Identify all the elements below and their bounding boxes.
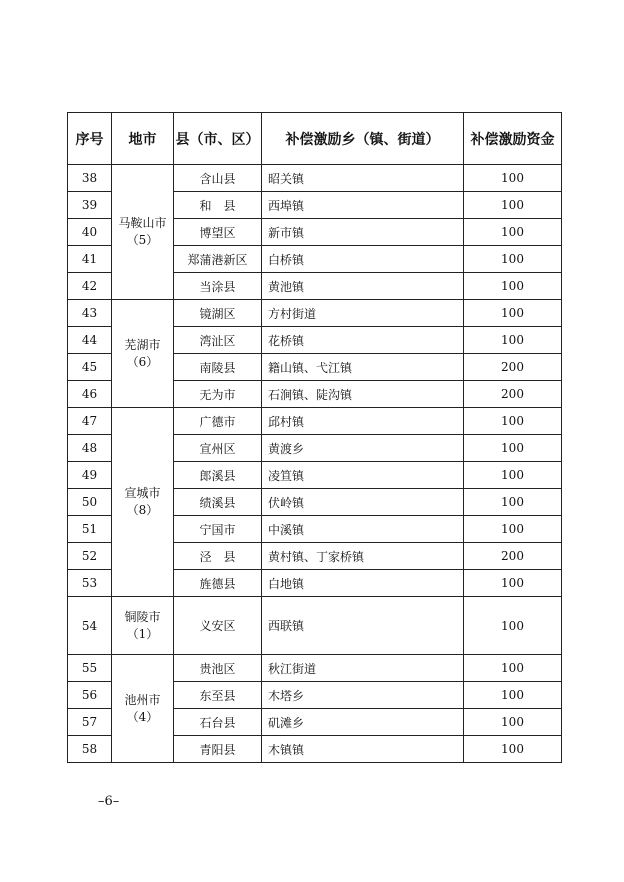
city-name: 芜湖市 [124,337,161,352]
town-cell: 籍山镇、弋江镇 [262,354,464,381]
town-cell: 黄池镇 [262,273,464,300]
town-cell: 伏岭镇 [262,489,464,516]
town-cell: 西埠镇 [262,192,464,219]
row-index: 40 [68,219,112,246]
row-index: 46 [68,381,112,408]
amount-cell: 100 [464,435,562,462]
amount-cell: 100 [464,246,562,273]
county-cell: 湾沚区 [174,327,262,354]
amount-cell: 100 [464,219,562,246]
city-cell [112,165,174,300]
row-index: 49 [68,462,112,489]
table-row [68,655,562,682]
amount-cell: 100 [464,736,562,763]
county-cell: 当涂县 [174,273,262,300]
county-cell: 青阳县 [174,736,262,763]
row-index: 42 [68,273,112,300]
county-cell: 广德市 [174,408,262,435]
row-index: 55 [68,655,112,682]
amount-cell: 100 [464,300,562,327]
town-cell: 中溪镇 [262,516,464,543]
county-cell: 东至县 [174,682,262,709]
county-cell: 南陵县 [174,354,262,381]
county-cell: 镜湖区 [174,300,262,327]
row-index: 44 [68,327,112,354]
page-number: –6– [98,794,120,809]
amount-cell: 100 [464,655,562,682]
amount-cell: 200 [464,354,562,381]
header-row [68,113,562,165]
county-cell: 绩溪县 [174,489,262,516]
table-row [68,165,562,192]
town-cell: 木镇镇 [262,736,464,763]
amount-cell: 100 [464,192,562,219]
row-index: 53 [68,570,112,597]
city-cell [112,300,174,408]
county-cell: 和 县 [174,192,262,219]
county-cell: 宁国市 [174,516,262,543]
town-cell: 邱村镇 [262,408,464,435]
header-town: 补偿激励乡（镇、街道） [262,113,464,165]
amount-cell: 100 [464,327,562,354]
city-name: 宣城市 [124,486,161,500]
city-count: （5） [126,233,159,247]
row-index: 58 [68,736,112,763]
county-cell: 宣州区 [174,435,262,462]
amount-cell: 100 [464,273,562,300]
amount-cell: 100 [464,597,562,655]
row-index: 54 [68,597,112,655]
amount-cell: 100 [464,462,562,489]
row-index: 38 [68,165,112,192]
row-index: 47 [68,408,112,435]
county-cell: 贵池区 [174,655,262,682]
city-count: （1） [126,626,159,641]
amount-cell: 200 [464,543,562,570]
row-index: 43 [68,300,112,327]
amount-cell: 100 [464,165,562,192]
town-cell: 昭关镇 [262,165,464,192]
county-cell: 泾 县 [174,543,262,570]
city-name: 马鞍山市 [118,216,167,230]
town-cell: 石涧镇、陡沟镇 [262,381,464,408]
town-cell: 西联镇 [262,597,464,655]
city-name: 铜陵市 [124,609,161,624]
county-cell: 含山县 [174,165,262,192]
amount-cell: 100 [464,408,562,435]
amount-cell: 200 [464,381,562,408]
amount-cell: 100 [464,570,562,597]
town-cell: 黄渡乡 [262,435,464,462]
table-body [68,165,562,763]
city-cell [112,655,174,763]
header-city: 地市 [112,113,174,165]
table-row [68,408,562,435]
city-cell [112,597,174,655]
town-cell: 木塔乡 [262,682,464,709]
city-count: （6） [126,354,159,369]
row-index: 45 [68,354,112,381]
county-cell: 石台县 [174,709,262,736]
county-cell: 博望区 [174,219,262,246]
header-amount: 补偿激励资金 [464,113,562,165]
town-cell: 黄村镇、丁家桥镇 [262,543,464,570]
town-cell: 方村街道 [262,300,464,327]
amount-cell: 100 [464,709,562,736]
city-cell [112,408,174,597]
county-cell: 义安区 [174,597,262,655]
amount-cell: 100 [464,489,562,516]
town-cell: 矶滩乡 [262,709,464,736]
city-count: （8） [126,503,159,517]
row-index: 57 [68,709,112,736]
row-index: 51 [68,516,112,543]
town-cell: 白桥镇 [262,246,464,273]
town-cell: 凌笪镇 [262,462,464,489]
header-index: 序号 [68,113,112,165]
town-cell: 花桥镇 [262,327,464,354]
town-cell: 新市镇 [262,219,464,246]
row-index: 48 [68,435,112,462]
county-cell: 郎溪县 [174,462,262,489]
city-count: （4） [126,709,159,724]
amount-cell: 100 [464,682,562,709]
county-cell: 郑蒲港新区 [174,246,262,273]
row-index: 50 [68,489,112,516]
row-index: 39 [68,192,112,219]
table-row [68,300,562,327]
table-row [68,597,562,655]
county-cell: 无为市 [174,381,262,408]
row-index: 41 [68,246,112,273]
row-index: 52 [68,543,112,570]
town-cell: 秋江街道 [262,655,464,682]
header-county: 县（市、区） [174,113,262,165]
amount-cell: 100 [464,516,562,543]
county-cell: 旌德县 [174,570,262,597]
row-index: 56 [68,682,112,709]
compensation-table [67,112,562,763]
town-cell: 白地镇 [262,570,464,597]
city-name: 池州市 [124,692,161,707]
